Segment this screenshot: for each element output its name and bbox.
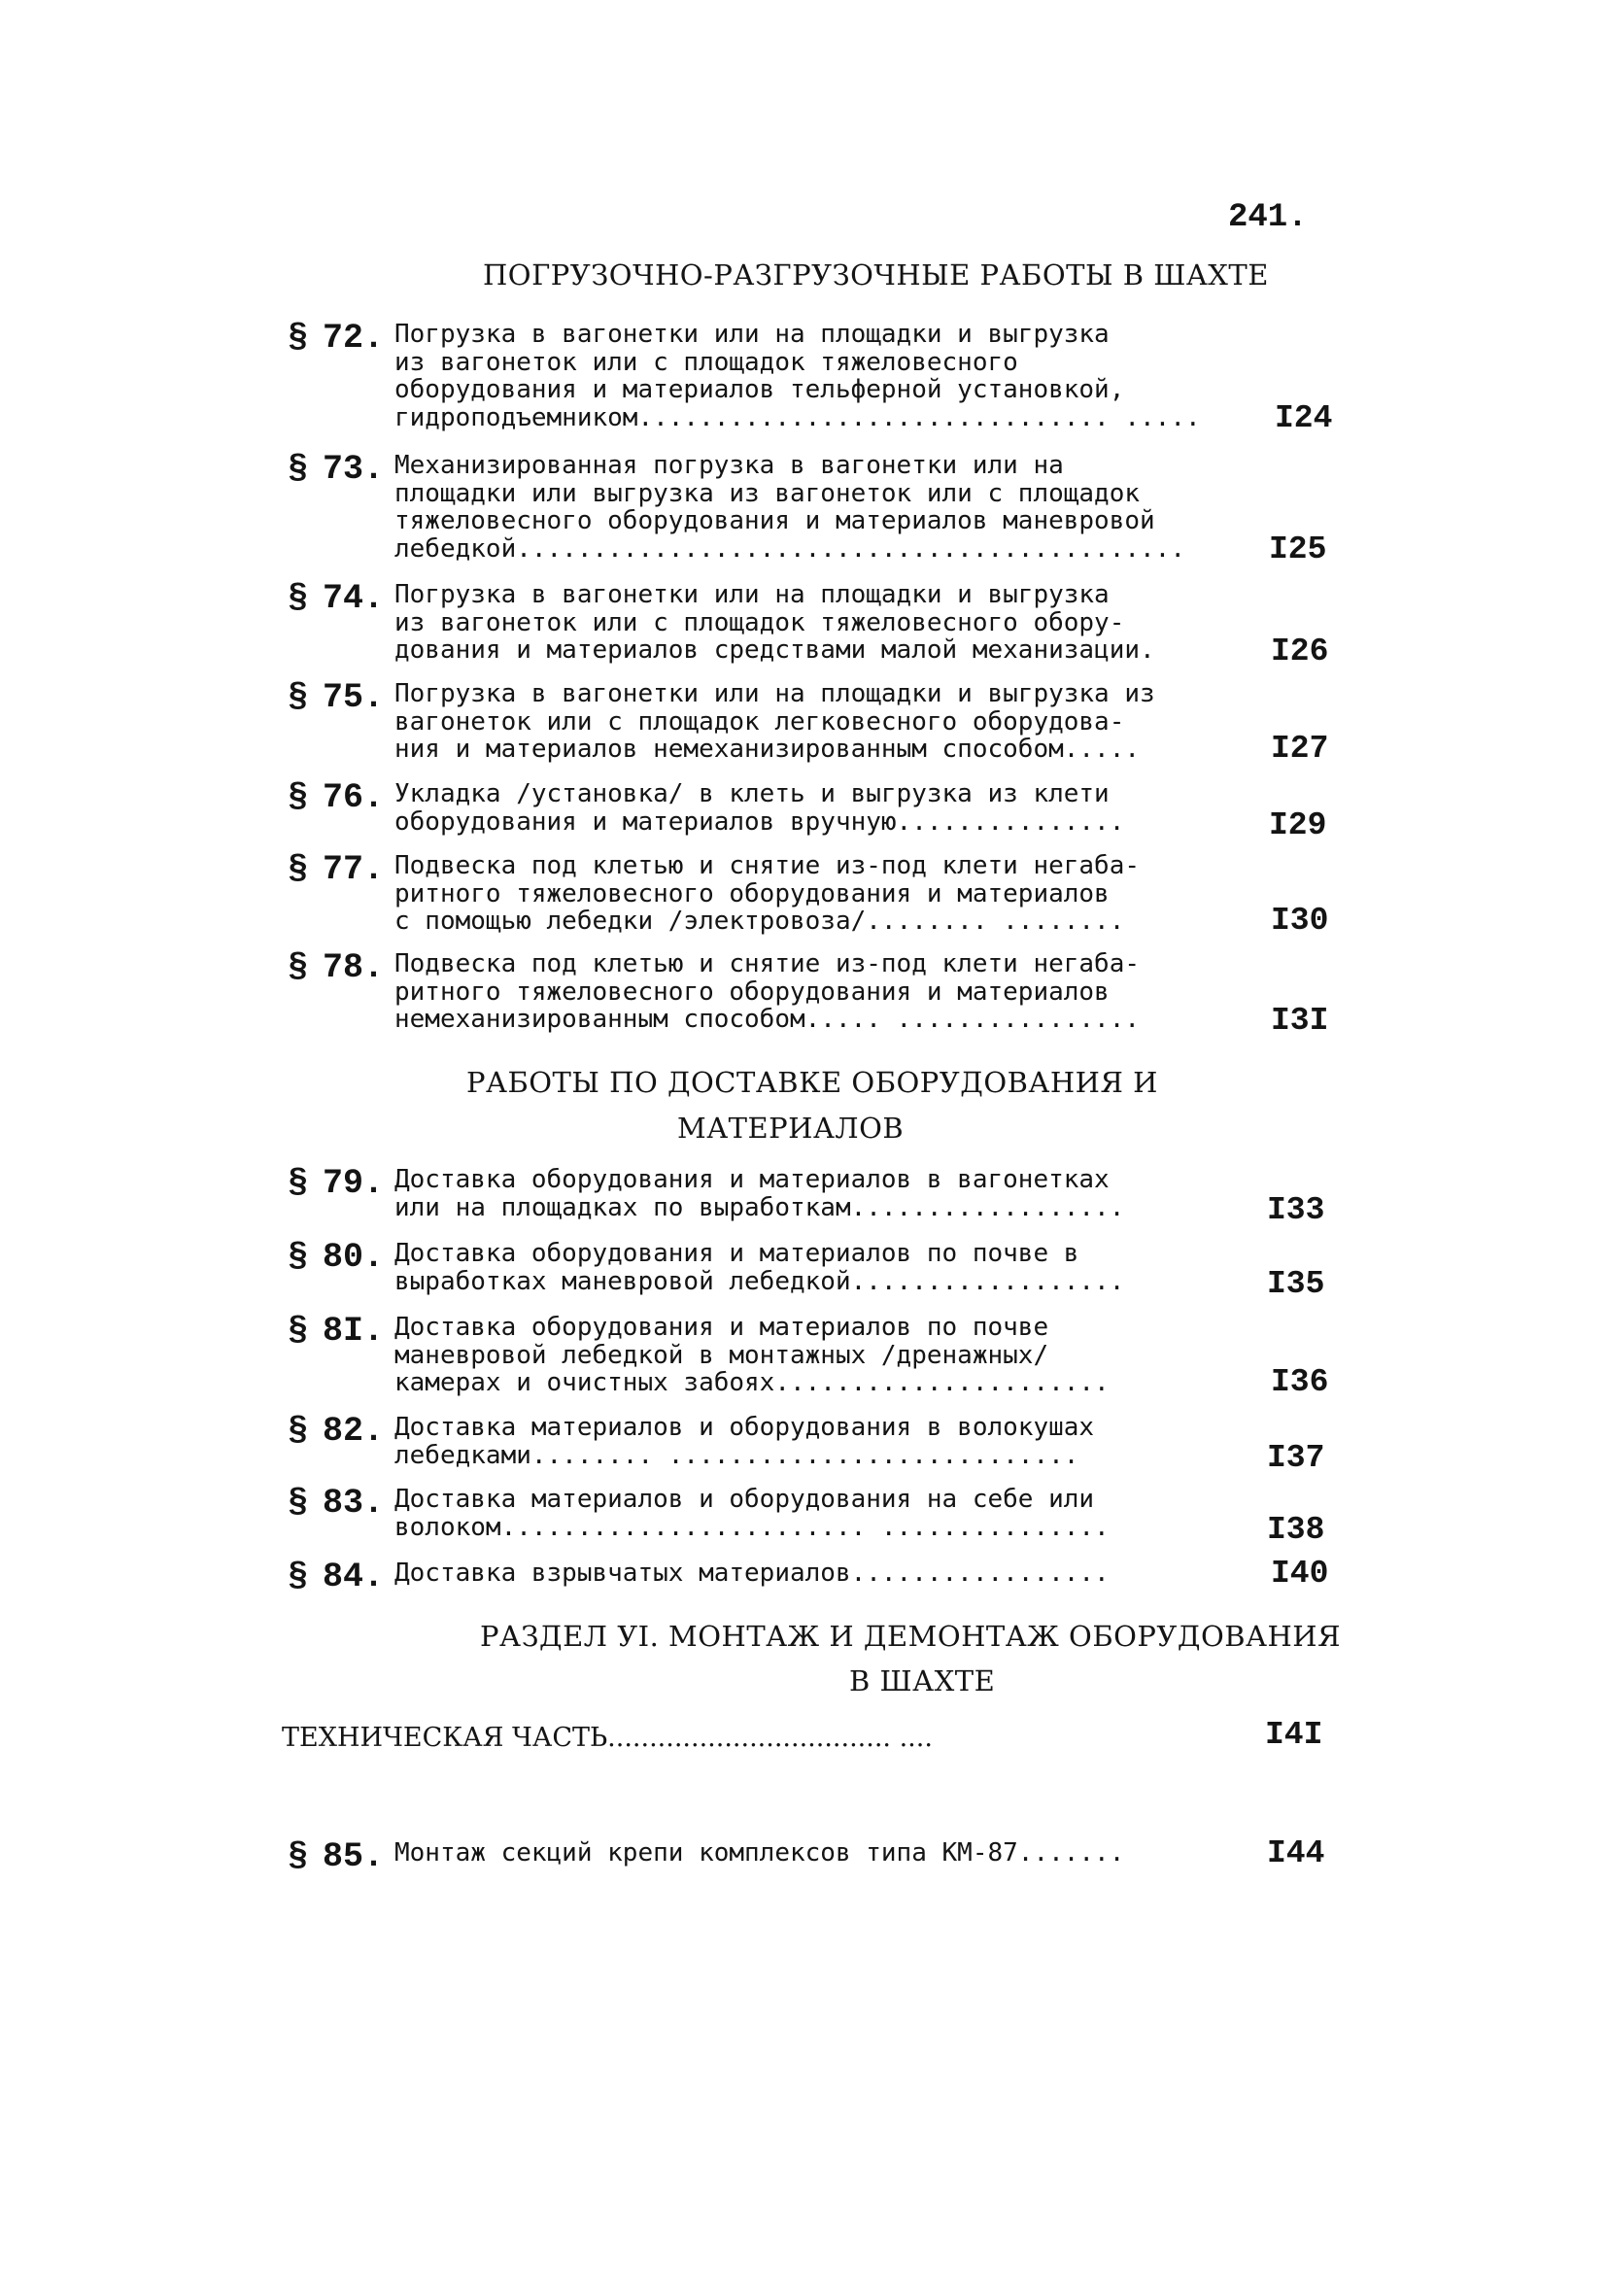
entry-title-line: Подвеска под клетью и снятие из-под клети негаба- [394, 852, 1141, 880]
entry-title-line: или на площадках по выработкам.................. [394, 1193, 1125, 1221]
entry-title [394, 1166, 1279, 1221]
section-heading-part6-line-1: РАЗДЕЛ УI. МОНТАЖ И ДЕМОНТАЖ ОБОРУДОВАНИЯ [480, 1620, 1341, 1653]
entry-title-line: Механизированная погрузка в вагонетки или на [394, 452, 1064, 480]
paragraph-sign: § [288, 948, 309, 987]
entry-number: 72. [323, 319, 385, 358]
entry-page-number: I33 [1267, 1192, 1325, 1228]
entry-number: 8I. [323, 1312, 385, 1351]
entry-title-line: вагонеток или с площадок легковесного оборудова- [394, 707, 1125, 736]
entry-title-line: гидроподъемником............................... ..... [394, 403, 1201, 431]
entry-title [394, 950, 1279, 1034]
toc-entry-75 [288, 678, 1329, 777]
entry-title-line: ния и материалов немеханизированным способом..... [394, 736, 1141, 764]
entry-page-number: I37 [1267, 1440, 1325, 1476]
section-heading-loading-line-1: ПОГРУЗОЧНО-РАЗГРУЗОЧНЫЕ РАБОТЫ В ШАХТЕ [483, 258, 1269, 291]
toc-entry-84 [288, 1556, 1329, 1657]
entry-title-line: Погрузка в вагонетки или на площадки и выгрузка [394, 581, 1110, 609]
entry-title-line: Доставка взрывчатых материалов................. [394, 1559, 1110, 1588]
entry-title-line: тяжеловесного оборудования и материалов маневровой [394, 507, 1155, 535]
entry-page-number: I36 [1271, 1364, 1329, 1400]
entry-title-line: камерах и очистных забоях...................... [394, 1369, 1110, 1397]
entry-title [394, 1414, 1279, 1469]
section-heading-delivery-line-2: МАТЕРИАЛОВ [677, 1112, 905, 1145]
entry-number: 75. [323, 678, 385, 717]
entry-title-line: с помощью лебедки /электровоза/........ ........ [394, 908, 1125, 936]
entry-title-line: из вагонеток или с площадок тяжеловесного [394, 348, 1018, 376]
entry-title-line: Подвеска под клетью и снятие из-под клети негаба- [394, 950, 1141, 978]
entry-title-line: Доставка оборудования и материалов в вагонетках [394, 1166, 1110, 1194]
entry-title [394, 1559, 1279, 1588]
paragraph-sign: § [288, 579, 309, 618]
entry-page-number: I30 [1271, 903, 1329, 939]
entry-title [394, 452, 1279, 563]
entry-number: 85. [323, 1837, 385, 1876]
entry-title-line: ритного тяжеловесного оборудования и материалов [394, 879, 1110, 908]
entry-page-number: I29 [1269, 807, 1327, 843]
paragraph-sign: § [288, 1412, 309, 1451]
entry-title-line: оборудования и материалов тельферной установкой, [394, 376, 1125, 404]
paragraph-sign: § [288, 1164, 309, 1203]
entry-page-number: I35 [1267, 1266, 1325, 1302]
entry-title-line: Доставка материалов и оборудования на себе или [394, 1486, 1095, 1514]
paragraph-sign: § [288, 1238, 309, 1277]
entry-title-line: выработках маневровой лебедкой.................. [394, 1267, 1125, 1295]
entry-page-number: I27 [1271, 731, 1329, 767]
entry-title-line: Погрузка в вагонетки или на площадки и выгрузка из [394, 680, 1155, 708]
entry-page-number: I24 [1275, 400, 1333, 436]
technical-part-page-number: I4I [1265, 1717, 1323, 1753]
entry-title [394, 1314, 1279, 1397]
entry-title-line: лебедками........ ........................... [394, 1441, 1079, 1469]
entry-title-line: Монтаж секций крепи комплексов типа КМ-87....... [394, 1839, 1125, 1868]
paragraph-sign: § [288, 850, 309, 889]
entry-title [394, 852, 1279, 936]
toc-entry-81 [288, 1312, 1329, 1411]
entry-title-line: оборудования и материалов вручную............... [394, 807, 1125, 836]
toc-entry-78 [288, 948, 1329, 1047]
technical-part-label: ТЕХНИЧЕСКАЯ ЧАСТЬ.................................. .... [282, 1723, 933, 1753]
entry-page-number: I44 [1267, 1835, 1325, 1871]
entry-page-number: I38 [1267, 1512, 1325, 1548]
entry-title-line: дования и материалов средствами малой механизации. [394, 636, 1155, 665]
entry-number: 82. [323, 1412, 385, 1451]
entry-title-line: из вагонеток или с площадок тяжеловесного обору- [394, 608, 1125, 636]
entry-title-line: волоком........................ ............... [394, 1513, 1110, 1541]
paragraph-sign: § [288, 678, 309, 717]
section-heading-loading [483, 258, 1269, 291]
toc-entry-74 [288, 579, 1329, 678]
section-heading-part6-line-2: В ШАХТЕ [849, 1664, 996, 1697]
toc-entry-73 [288, 450, 1327, 567]
page-number: 241. [1228, 199, 1308, 236]
paragraph-sign: § [288, 1837, 309, 1876]
entry-title-line: маневровой лебедкой в монтажных /дренажных/ [394, 1341, 1049, 1369]
toc-entry-72 [288, 319, 1333, 436]
toc-entry-77 [288, 850, 1329, 949]
entry-title [394, 321, 1279, 431]
entry-number: 77. [323, 850, 385, 889]
entry-number: 76. [323, 778, 385, 817]
paragraph-sign: § [288, 450, 309, 489]
entry-number: 78. [323, 948, 385, 987]
entry-page-number: I26 [1271, 634, 1329, 669]
entry-page-number: I3I [1271, 1003, 1329, 1039]
section-heading-delivery-line-1: РАБОТЫ ПО ДОСТАВКЕ ОБОРУДОВАНИЯ И [466, 1066, 1158, 1099]
entry-number: 73. [323, 450, 385, 489]
entry-number: 84. [323, 1558, 385, 1596]
entry-number: 83. [323, 1484, 385, 1523]
entry-title [394, 1486, 1279, 1541]
entry-title [394, 780, 1279, 836]
entry-title [394, 680, 1279, 764]
entry-title-line: Доставка материалов и оборудования в волокушах [394, 1414, 1095, 1442]
entry-page-number: I40 [1271, 1556, 1329, 1592]
entry-title-line: Погрузка в вагонетки или на площадки и выгрузка [394, 321, 1110, 349]
entry-title-line: Укладка /установка/ в клеть и выгрузка из клети [394, 780, 1110, 808]
entry-title-line: Доставка оборудования и материалов по почве в [394, 1240, 1079, 1268]
paragraph-sign: § [288, 319, 309, 358]
entry-title [394, 1839, 1279, 1868]
entry-number: 80. [323, 1238, 385, 1277]
entry-title [394, 581, 1279, 665]
entry-number: 79. [323, 1164, 385, 1203]
entry-title-line: Доставка оборудования и материалов по почве [394, 1314, 1049, 1342]
paragraph-sign: § [288, 1558, 309, 1596]
paragraph-sign: § [288, 1312, 309, 1351]
entry-title-line: ритного тяжеловесного оборудования и материалов [394, 977, 1110, 1006]
entry-title-line: лебедкой............................................ [394, 534, 1185, 563]
entry-title [394, 1240, 1279, 1295]
entry-number: 74. [323, 579, 385, 618]
toc-entry-85 [288, 1835, 1325, 1936]
entry-title-line: немеханизированным способом..... ................ [394, 1006, 1141, 1034]
entry-page-number: I25 [1269, 531, 1327, 567]
paragraph-sign: § [288, 778, 309, 817]
paragraph-sign: § [288, 1484, 309, 1523]
entry-title-line: площадки или выгрузка из вагонеток или с площадок [394, 479, 1141, 507]
